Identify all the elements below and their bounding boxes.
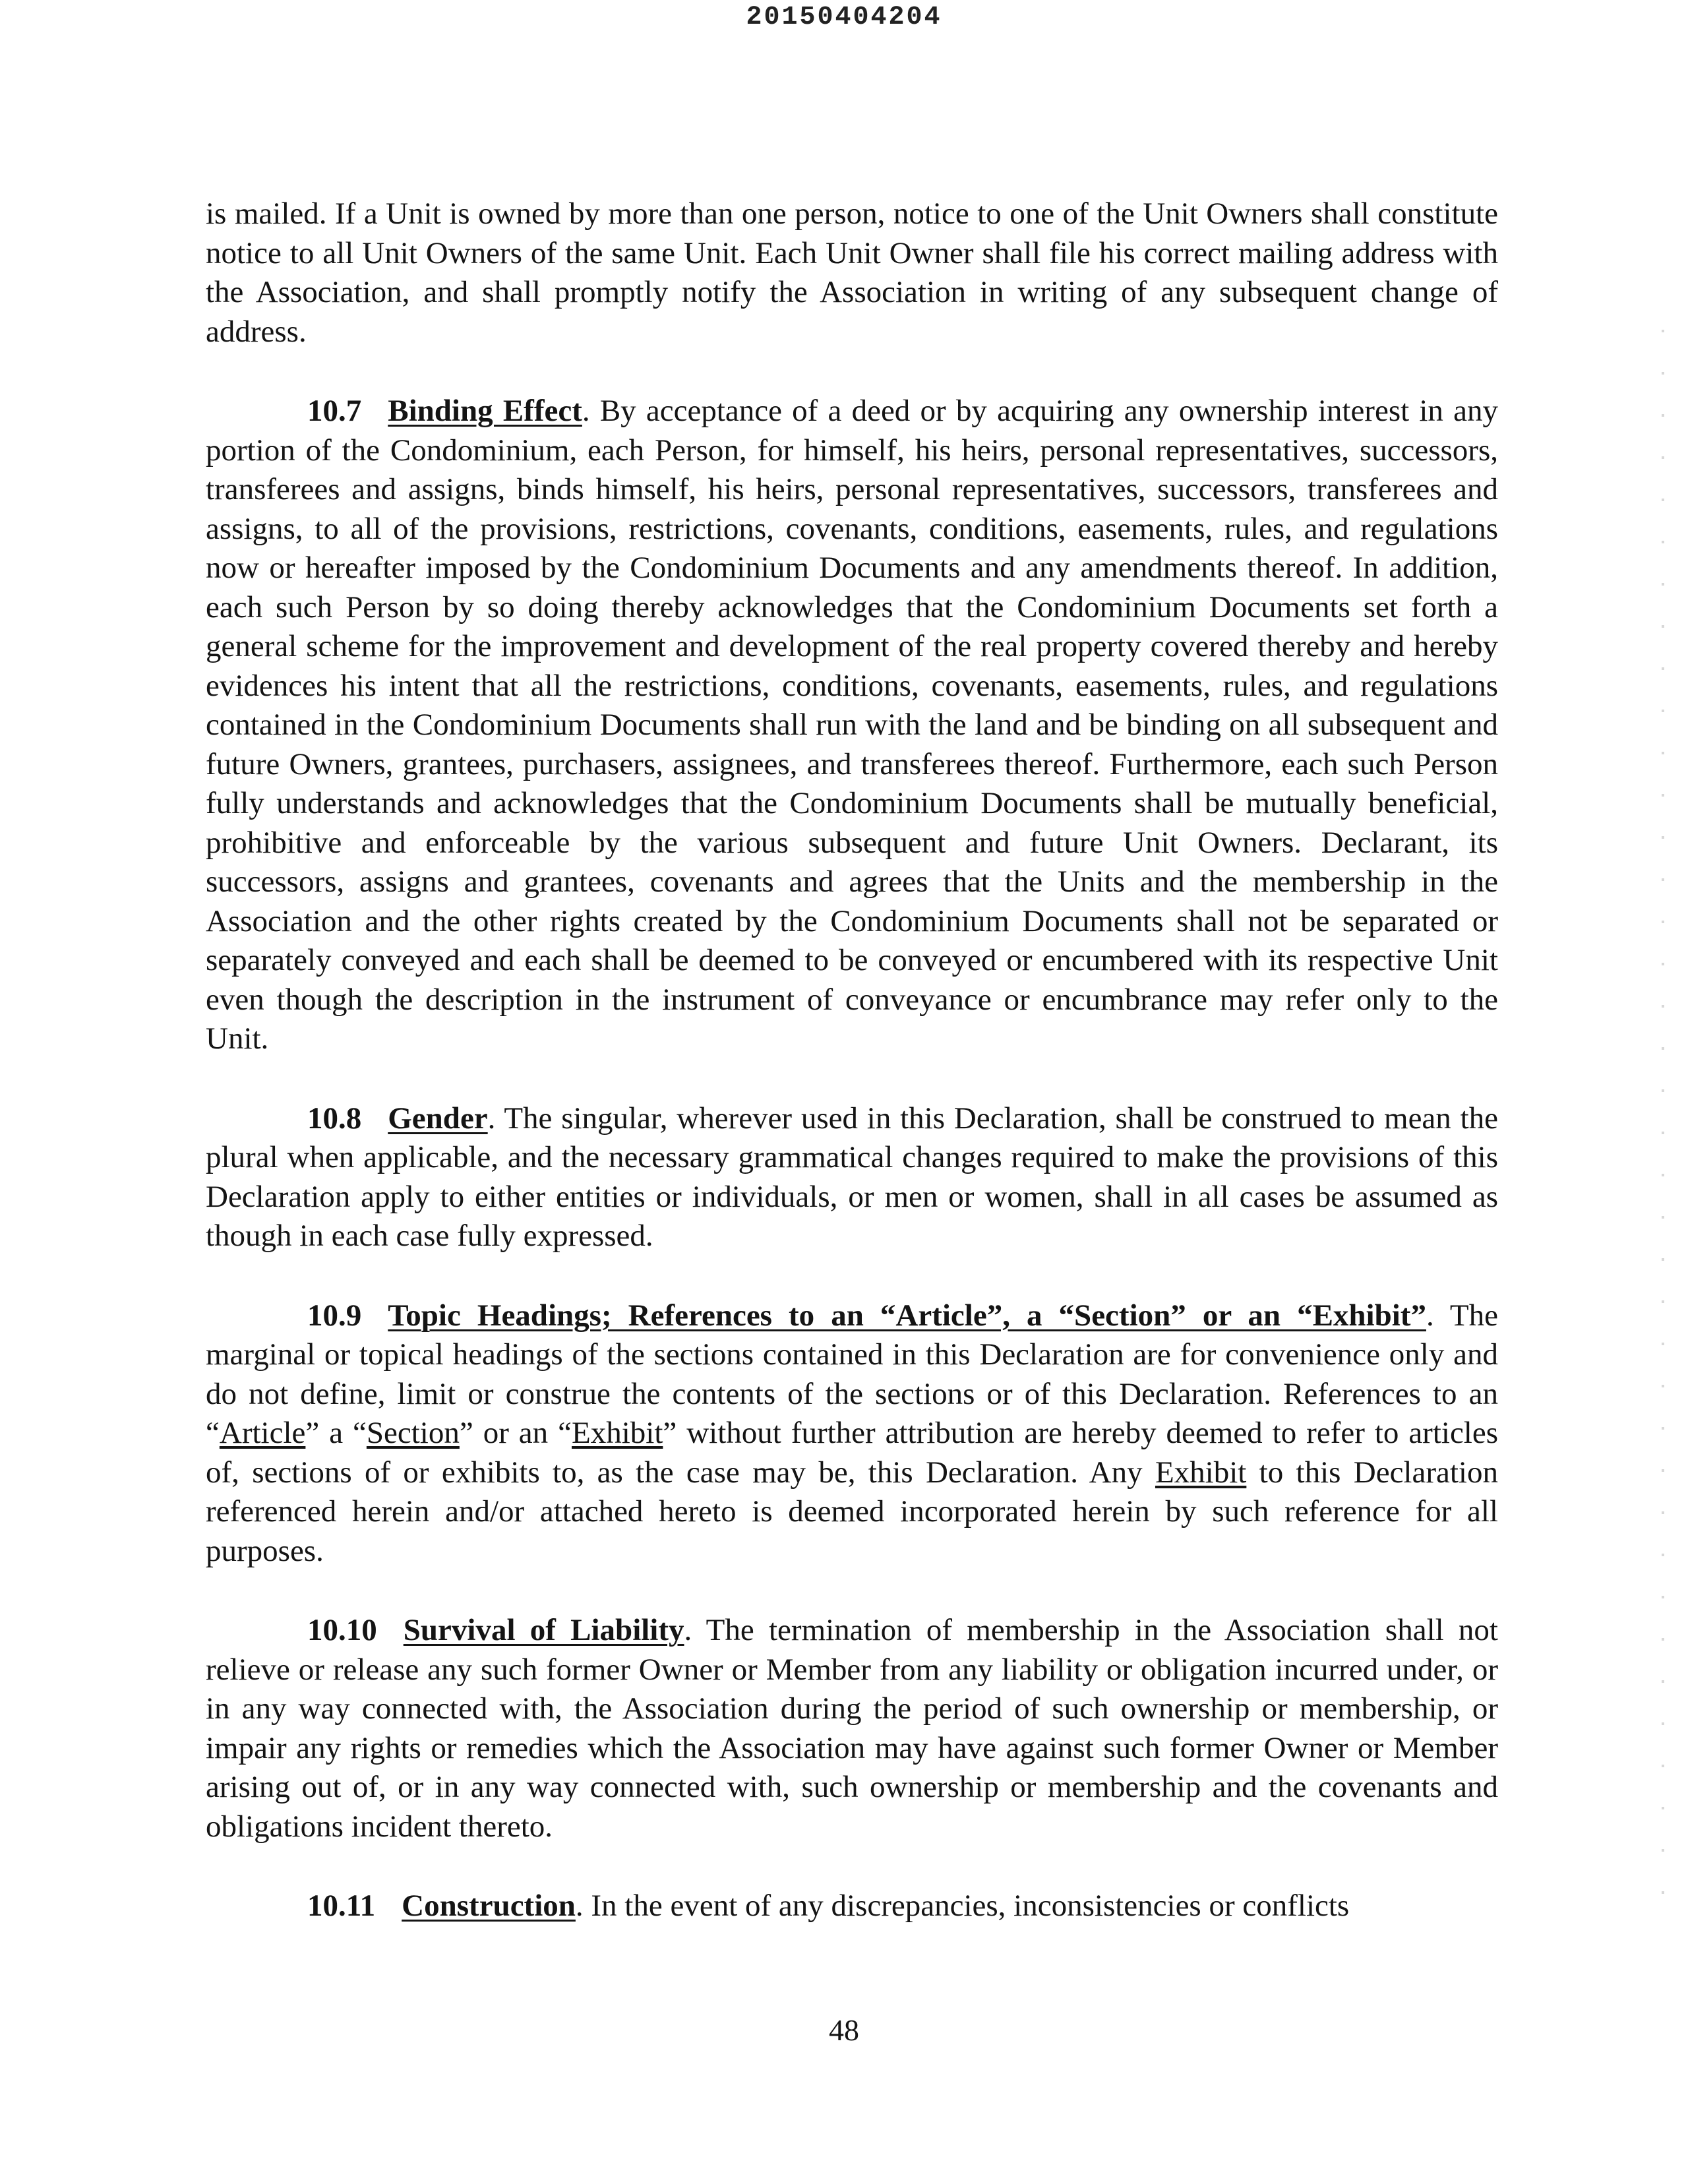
section-10-9: 10.9 Topic Headings; References to an “Article”, a “Section” or an “Exhibit”. The marginal or topical headings of the sections contained in this Declaration are for convenience only and do not define, limit or construe the contents of the sections or of this Declaration. References to an “Article” a “Section” or an “Exhibit” without further attribution are hereby deemed to refer to articles of, sections of or exhibits to, as the case may be, this Declaration. Any Exhibit to this Declaration referenced herein and/or attached hereto is deemed incorporated herein by such reference for all purposes. [206,1298,1499,1568]
section-10-10: 10.10 Survival of Liability. The termination of membership in the Association shall not relieve or release any such former Owner or Member from any liability or obligation incurred under, or in any way connected with, the Association during the period of such ownership or membership, or impair any rights or remedies which the Association may have against such former Owner or Member arising out of, or in any way connected with, such ownership or membership and the covenants and obligations incident thereto. [206,1613,1498,1844]
paragraph-continuation [206,195,1498,351]
section-body: The termination of membership in the Association shall not relieve or release any such former Owner or Member from any liability or obligation incurred under, or in any way connected with, the Association during the period of such ownership or membership, or impair any rights or remedies which the Association may have against such former Owner or Member arising out of, or in any way connected with, such ownership or membership and the covenants and obligations incident thereto. [206,1613,1498,1844]
scan-artifact-dots [1662,330,1664,1912]
section-body: to this Declaration referenced herein and/or attached hereto is deemed incorporated herein by such reference for all purposes. [206,1455,1498,1568]
section-body: ” without further attribution are hereby deemed to refer to articles of, sections of or exhibits to, as the case may be, this Declaration. Any [206,1416,1499,1490]
article-reference: Article [219,1416,306,1450]
section-body: The singular, wherever used in this Declaration, shall be construed to mean the plural when applicable, and the necessary grammatical changes required to make the provisions of this Declaration apply to either entities or individuals, or men or women, shall in all cases be assumed as though in each case fully expressed. [206,1101,1498,1253]
exhibit-reference: Exhibit [1155,1455,1247,1490]
section-body: The marginal or topical headings of the sections contained in this Declaration are for convenience only and do not define, limit or construe the contents of the sections or of this Declaration. References to an “ [206,1298,1498,1450]
page-number: 48 [829,2013,859,2047]
document-number: 20150404204 [746,3,942,32]
section-number: 10.8 [307,1101,362,1136]
section-10-8: 10.8 Gender. The singular, wherever used in this Declaration, shall be construed to mean the plural when applicable, and the necessary grammatical changes required to make the provisions of this Declaration apply to either entities or individuals, or men or women, shall in all cases be assumed as though in each case fully expressed. [206,1101,1498,1253]
section-10-11: 10.11 Construction. In the event of any discrepancies, inconsistencies or conflicts [307,1889,1350,1923]
section-body: By acceptance of a deed or by acquiring any ownership interest in any portion of the Condominium, each Person, for himself, his heirs, personal representatives, successors, transferees and assigns, binds himself, his heirs, personal representatives, successors, transferees and assigns, to all of the provisions, restrictions, covenants, conditions, easements, rules, and regulations now or hereafter imposed by the Condominium Documents and any amendments thereof. In addition, each such Person by so doing thereby acknowledges that the Condominium Documents set forth a general scheme for the improvement and development of the real property covered thereby and hereby evidences his intent that all the restrictions, conditions, covenants, easements, rules, and regulations contained in the Condominium Documents shall run with the land and be binding on all subsequent and future Owners, grantees, purchasers, assignees, and transferees thereof. Furthermore, each such Person fully understands and acknowledges that the Condominium Documents shall be mutually beneficial, prohibitive and enforceable by the various subsequent and future Unit Owners. Declarant, its successors, assigns and grantees, covenants and agrees that the Units and the membership in the Association and the other rights created by the Condominium Documents shall not be separated or separately conveyed and each shall be deemed to be conveyed or encumbered with its respective Unit even though the description in the instrument of conveyance or encumbrance may refer only to the Unit. [206,394,1498,1056]
section-10-7: 10.7 Binding Effect. By acceptance of a deed or by acquiring any ownership interest in any portion of the Condominium, each Person, for himself, his heirs, personal representatives, successors, transferees and assigns, binds himself, his heirs, personal representatives, successors, transferees and assigns, to all of the provisions, restrictions, covenants, conditions, easements, rules, and regulations now or hereafter imposed by the Condominium Documents and any amendments thereof. In addition, each such Person by so doing thereby acknowledges that the Condominium Documents set forth a general scheme for the improvement and development of the real property covered thereby and hereby evidences his intent that all the restrictions, conditions, covenants, easements, rules, and regulations contained in the Condominium Documents shall run with the land and be binding on all subsequent and future Owners, grantees, purchasers, assignees, and transferees thereof. Furthermore, each such Person fully understands and acknowledges that the Condominium Documents shall be mutually beneficial, prohibitive and enforceable by the various subsequent and future Unit Owners. Declarant, its successors, assigns and grantees, covenants and agrees that the Units and the membership in the Association and the other rights created by the Condominium Documents shall not be separated or separately conveyed and each shall be deemed to be conveyed or encumbered with its respective Unit even though the description in the instrument of conveyance or encumbrance may refer only to the Unit. [206,394,1498,1056]
section-number: 10.9 [307,1298,362,1333]
section-number: 10.11 [307,1889,376,1923]
section-title: Gender [388,1101,488,1136]
section-body: In the event of any discrepancies, inconsistencies or conflicts [583,1889,1350,1923]
document-body [206,195,1498,1966]
section-title: Construction [402,1889,576,1923]
section-title: Binding Effect [388,394,582,428]
section-title: Topic Headings; References to an “Article”, a “Section” or an “Exhibit” [388,1298,1426,1333]
section-body: ” a “ [305,1416,367,1450]
section-number: 10.10 [307,1613,377,1647]
section-body: ” or an “ [459,1416,572,1450]
exhibit-reference: Exhibit [572,1416,663,1450]
section-reference: Section [366,1416,460,1450]
section-title: Survival of Liability [403,1613,684,1647]
paragraph-text: is mailed. If a Unit is owned by more than one person, notice to one of the Unit Owners shall constitute notice to all Unit Owners of the same Unit. Each Unit Owner shall file his correct mailing address with the Association, and shall promptly notify the Association in writing of any subsequent change of address. [206,197,1498,349]
section-number: 10.7 [307,394,362,428]
